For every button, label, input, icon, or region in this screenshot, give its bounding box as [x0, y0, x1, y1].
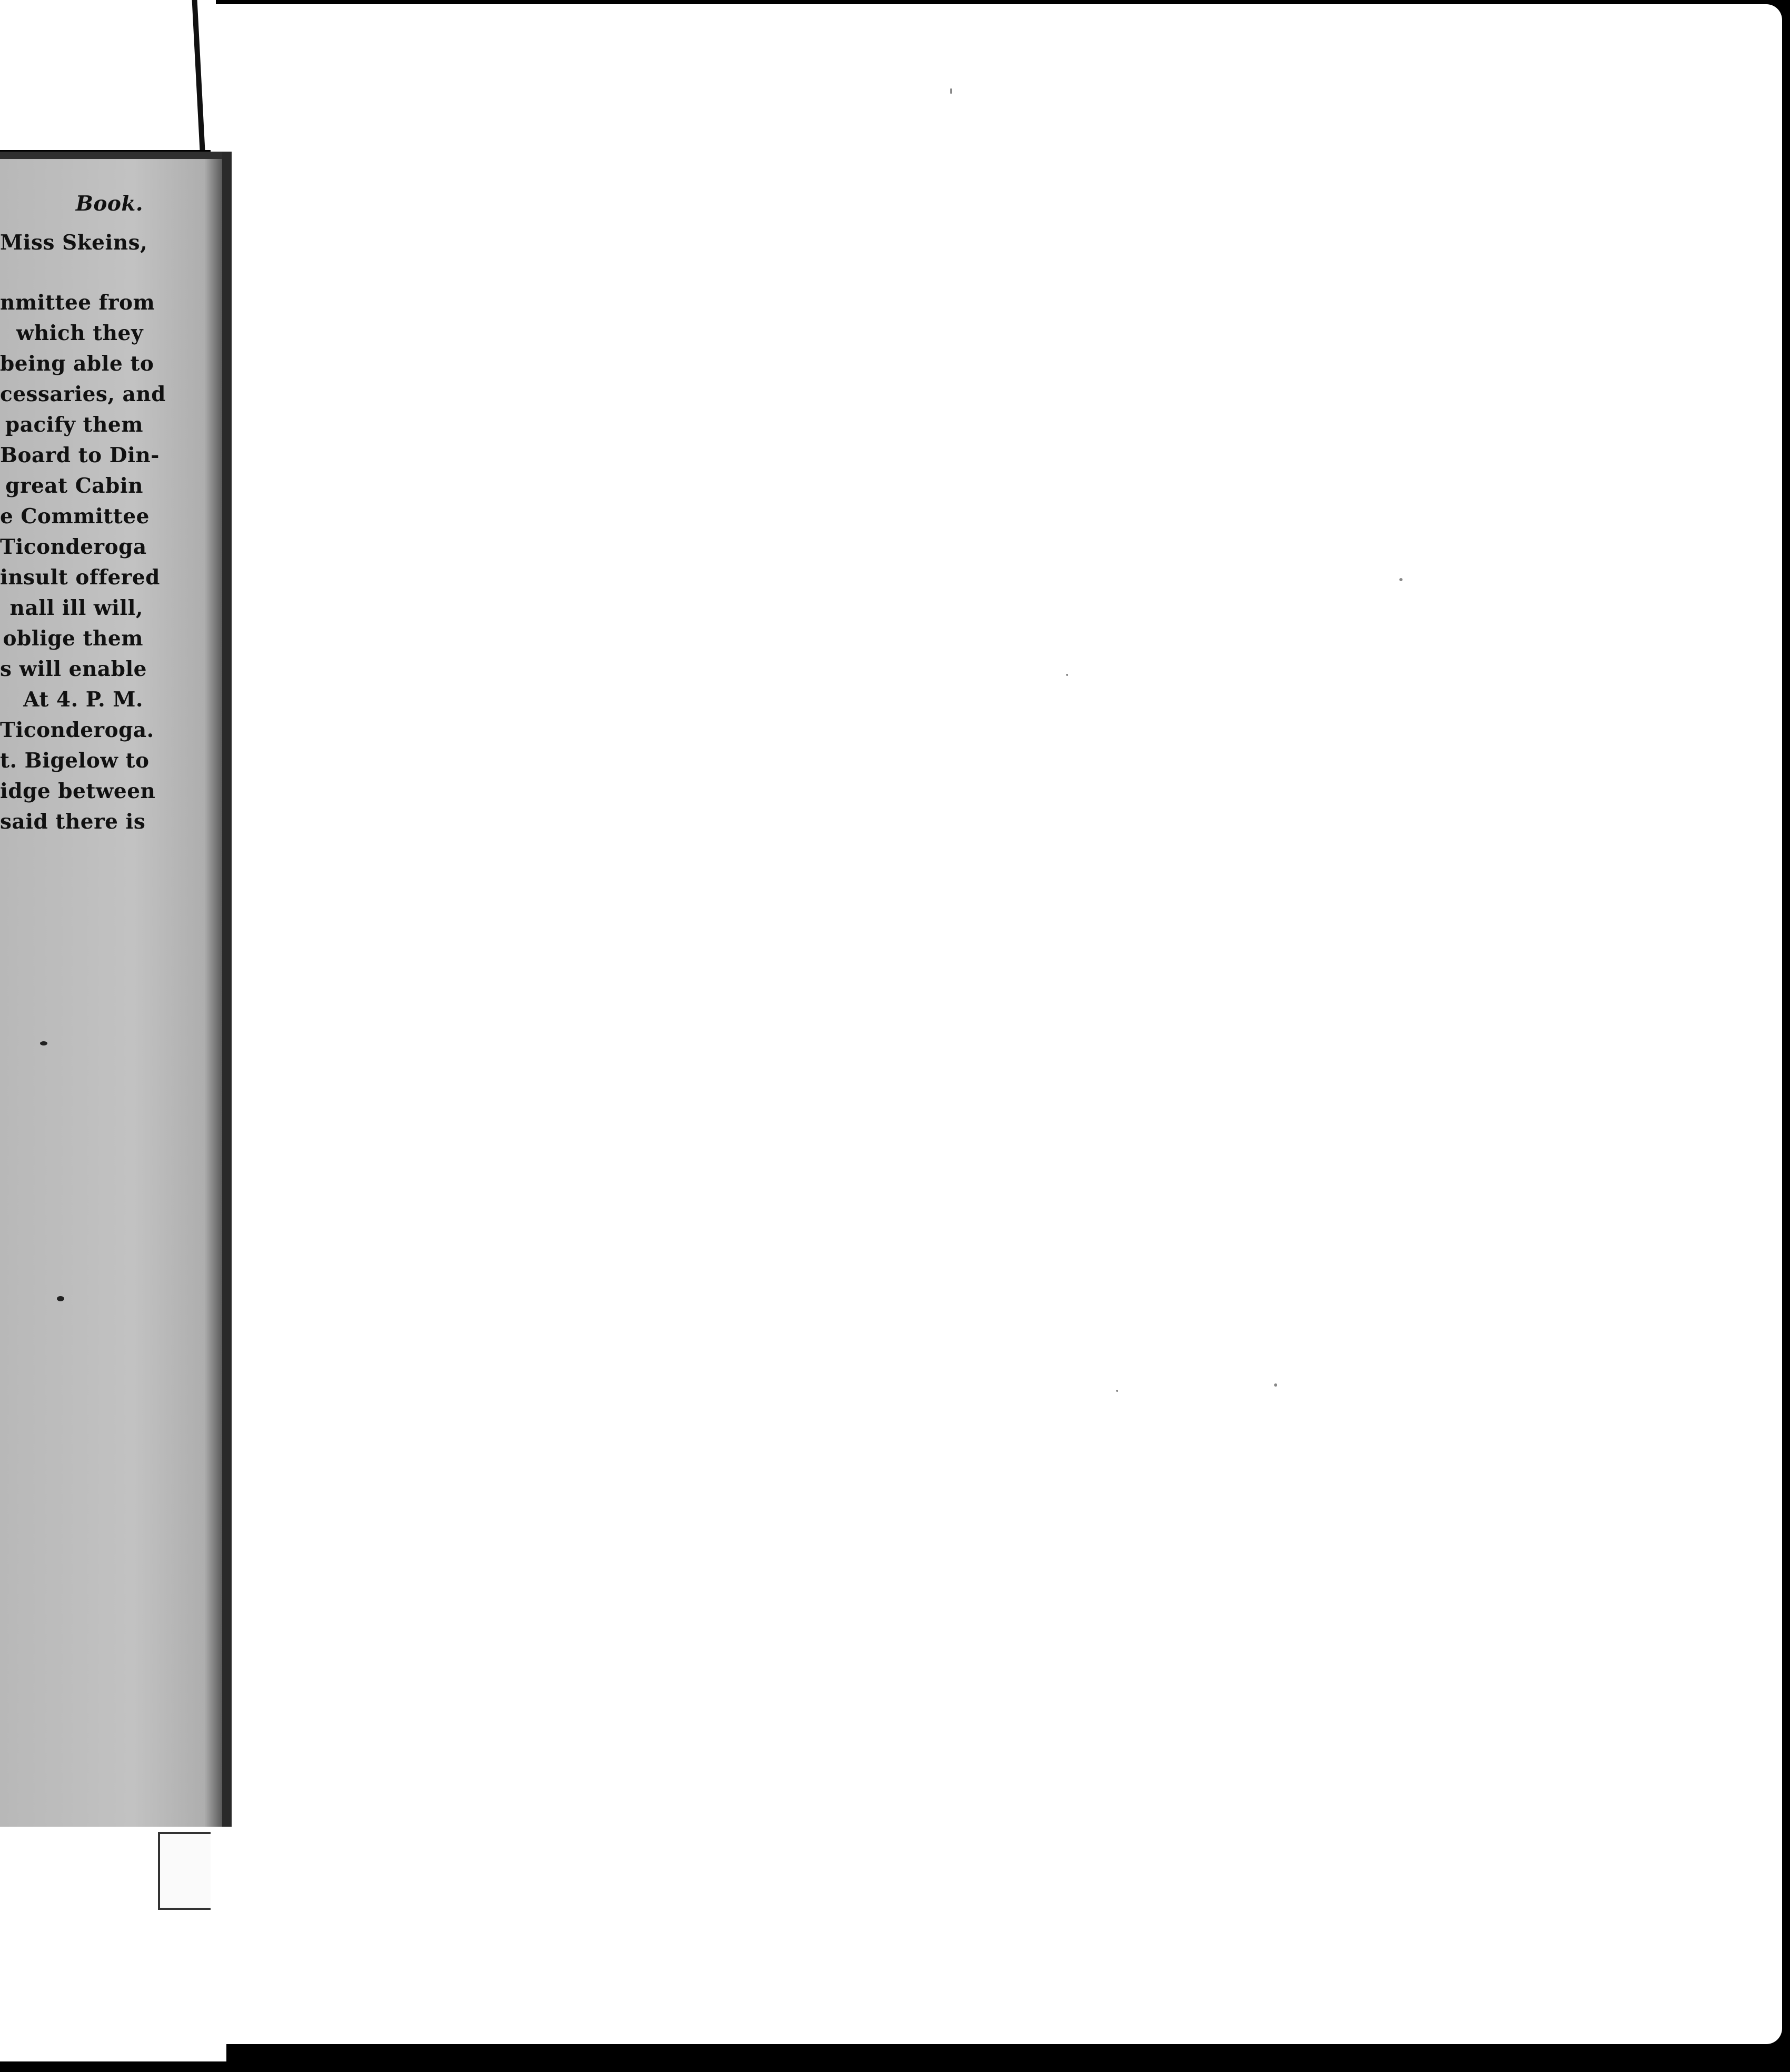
- blank-page: [211, 4, 1782, 2044]
- text-line: being able to: [0, 352, 154, 376]
- text-line: Board to Din-: [0, 443, 160, 467]
- dust-speck: [1066, 674, 1068, 676]
- text-line: nall ill will,: [9, 596, 143, 620]
- text-line: which they: [16, 321, 143, 345]
- text-line: At 4. P. M.: [23, 688, 143, 712]
- page-top-edge: [0, 152, 222, 159]
- dust-speck: [950, 88, 952, 94]
- text-line: insult offered: [0, 565, 160, 590]
- text-line: t. Bigelow to: [0, 749, 150, 773]
- dust-speck: [1274, 1383, 1277, 1387]
- text-line: s will enable: [0, 657, 147, 681]
- underlying-page-bottom: [0, 1827, 226, 2061]
- page-heading: Book.: [75, 192, 143, 216]
- text-line: e Committee: [0, 504, 150, 529]
- fold-line: [192, 0, 205, 150]
- ink-speck: [57, 1296, 64, 1301]
- text-line: oblige them: [3, 626, 143, 651]
- text-line: great Cabin: [5, 474, 143, 498]
- book-text: [0, 188, 166, 837]
- text-line: pacify them: [5, 413, 143, 437]
- underlying-page-top: [0, 0, 216, 150]
- dust-speck: [1116, 1390, 1118, 1392]
- text-line: Ticonderoga.: [0, 718, 154, 742]
- text-line: idge between: [0, 779, 156, 803]
- text-line: Ticonderoga: [0, 535, 147, 559]
- text-line: said there is: [0, 810, 146, 834]
- text-line: cessaries, and: [0, 382, 166, 406]
- text-line: Miss Skeins,: [0, 231, 148, 255]
- text-line: nmittee from: [0, 291, 155, 315]
- ink-speck: [40, 1041, 47, 1045]
- dust-speck: [1399, 578, 1403, 581]
